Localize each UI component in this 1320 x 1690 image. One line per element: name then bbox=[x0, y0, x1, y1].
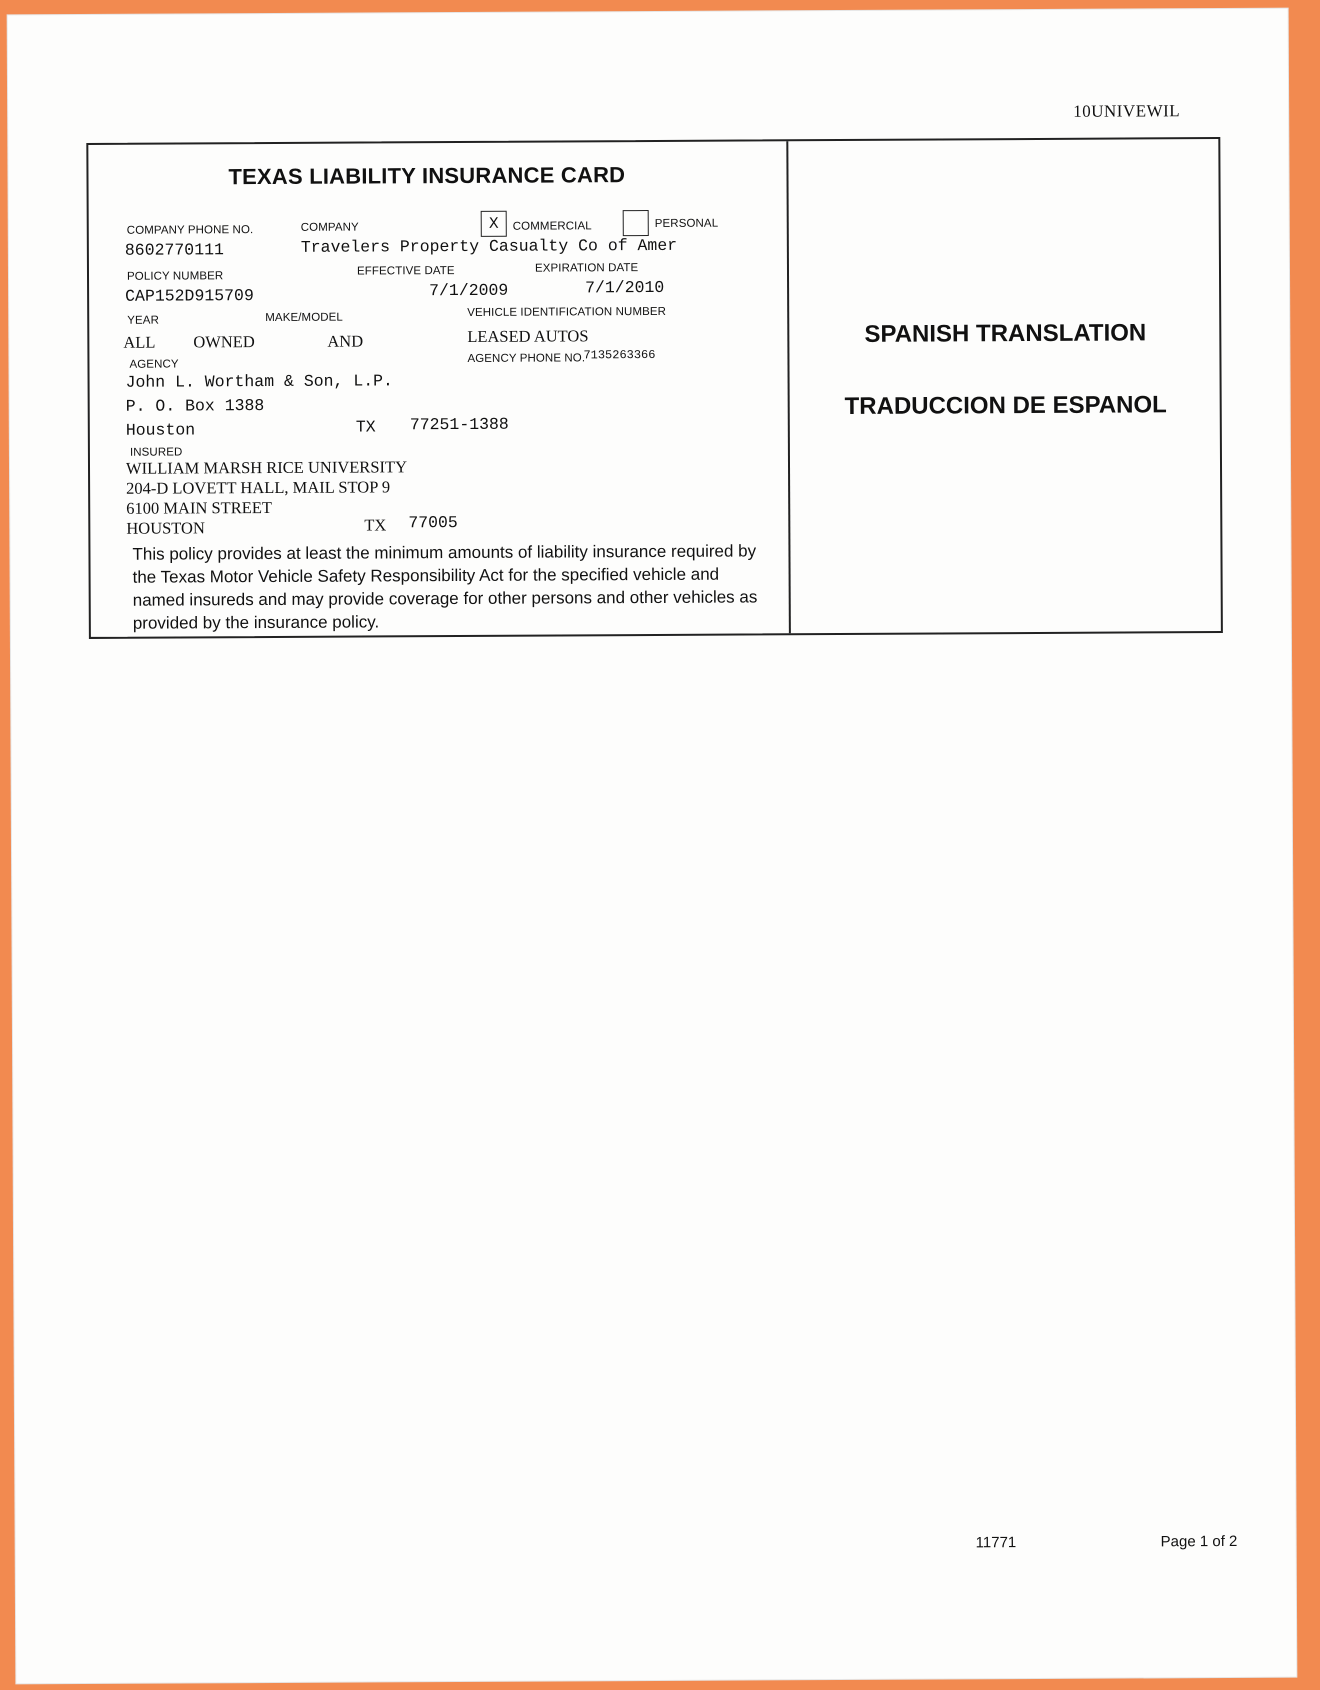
spanish-translation-heading: SPANISH TRANSLATION bbox=[864, 319, 1147, 348]
expiration-date-value: 7/1/2010 bbox=[585, 277, 665, 298]
insured-city-value: HOUSTON bbox=[126, 518, 205, 538]
document-page bbox=[8, 9, 1297, 1684]
effective-date-value: 7/1/2009 bbox=[429, 280, 509, 301]
company-phone-value: 8602770111 bbox=[124, 240, 224, 260]
expiration-date-label: EXPIRATION DATE bbox=[534, 262, 639, 275]
policy-number-value: CAP152D915709 bbox=[125, 286, 254, 306]
effective-date-label: EFFECTIVE DATE bbox=[356, 265, 455, 278]
policy-number-label: POLICY NUMBER bbox=[126, 270, 224, 283]
disclaimer-text: This policy provides at least the minimum amounts of liability insurance required by the Texas Motor Vehicle Safety Responsibility Act for the specified vehicle and named insureds and may provide coverage for other persons and other vehicles as provided by the insurance policy. bbox=[132, 541, 758, 633]
company-label: COMPANY bbox=[300, 221, 359, 234]
year-value: ALL bbox=[123, 332, 156, 352]
personal-label: PERSONAL bbox=[654, 217, 719, 230]
agency-name-value: John L. Wortham & Son, L.P. bbox=[125, 371, 393, 392]
agency-zip-value: 77251-1388 bbox=[409, 414, 509, 435]
company-name-value: Travelers Property Casualty Co of Amer bbox=[300, 235, 678, 257]
agency-phone-label: AGENCY PHONE NO. bbox=[467, 352, 586, 365]
insured-state-value: TX bbox=[364, 515, 387, 535]
insured-name-value: WILLIAM MARSH RICE UNIVERSITY bbox=[125, 457, 408, 478]
insured-line2-value: 204-D LOVETT HALL, MAIL STOP 9 bbox=[126, 477, 391, 498]
vin-value: LEASED AUTOS bbox=[467, 326, 589, 346]
insured-zip-value: 77005 bbox=[408, 513, 458, 533]
year-label: YEAR bbox=[127, 314, 159, 327]
make-value: OWNED bbox=[193, 332, 255, 352]
insured-line3-value: 6100 MAIN STREET bbox=[126, 497, 273, 518]
insured-label: INSURED bbox=[129, 446, 183, 459]
personal-checkbox[interactable] bbox=[623, 210, 649, 236]
footer-page-number: Page 1 of 2 bbox=[1160, 1532, 1238, 1551]
agency-state-value: TX bbox=[355, 417, 376, 437]
commercial-label: COMMERCIAL bbox=[512, 220, 592, 233]
agency-phone-value: 7135263366 bbox=[583, 347, 656, 363]
traduccion-heading: TRADUCCION DE ESPANOL bbox=[844, 391, 1167, 420]
company-phone-label: COMPANY PHONE NO. bbox=[126, 224, 254, 237]
vin-label: VEHICLE IDENTIFICATION NUMBER bbox=[467, 305, 667, 319]
insurance-card bbox=[86, 137, 1223, 639]
agency-city-value: Houston bbox=[125, 420, 196, 440]
model-value: AND bbox=[327, 331, 364, 351]
card-title: TEXAS LIABILITY INSURANCE CARD bbox=[228, 162, 626, 190]
document-code: 10UNIVEWIL bbox=[1073, 101, 1181, 121]
commercial-checkbox[interactable]: X bbox=[481, 211, 507, 237]
agency-address-value: P. O. Box 1388 bbox=[125, 396, 265, 416]
card-divider bbox=[786, 141, 791, 633]
make-model-label: MAKE/MODEL bbox=[265, 311, 343, 325]
footer-document-number: 11771 bbox=[975, 1534, 1017, 1552]
agency-label: AGENCY bbox=[129, 358, 179, 371]
